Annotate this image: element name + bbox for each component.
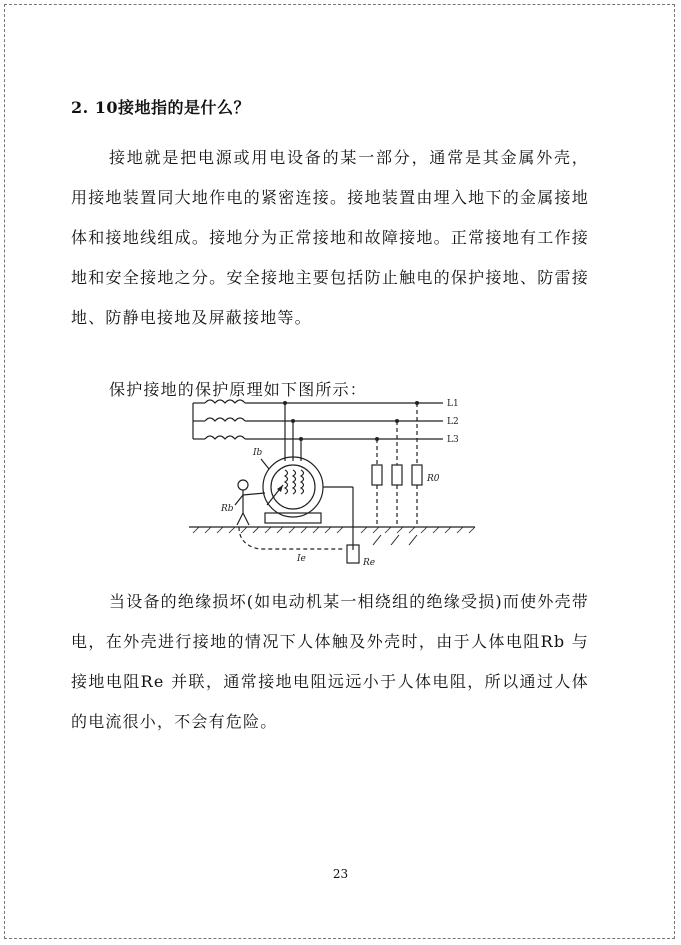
label-r0: R0 <box>427 474 440 484</box>
label-ie: Ie <box>297 554 306 564</box>
page-number: 23 <box>332 867 349 881</box>
label-l3: L3 <box>447 435 459 445</box>
neutral-resistors <box>372 403 422 527</box>
paragraph-protection-explanation: 当设备的绝缘损坏(如电动机某一相绕组的绝缘受损)而使外壳带电，在外壳进行接地的情况下人体触及外壳时，由于人体电阻Rb 与接地电阻Re 并联，通常接地电阻远远小于人体电阻，所以通过人体的电流很小，不会有危险。 <box>71 592 589 731</box>
section-heading: 2. 10接地指的是什么？ <box>71 98 251 117</box>
motor <box>263 457 323 523</box>
person-figure <box>235 480 265 525</box>
label-rb: Rb <box>221 504 234 514</box>
label-re: Re <box>363 558 376 568</box>
label-l2: L2 <box>447 417 459 427</box>
document-page <box>4 4 675 939</box>
protective-grounding-diagram <box>185 395 485 580</box>
label-ib: Ib <box>253 448 263 458</box>
paragraph-figure-intro: 保护接地的保护原理如下图所示： <box>109 380 368 399</box>
transformer-coils <box>193 400 245 439</box>
paragraph-grounding-definition: 接地就是把电源或用电设备的某一部分，通常是其金属外壳，用接地装置同大地作电的紧密连接。接地装置由埋入地下的金属接地体和接地线组成。接地分为正常接地和故障接地。正常接地有工作接地和安全接地之分。安全接地主要包括防止触电的保护接地、防雷接地、防静电接地及屏蔽接地等。 <box>71 148 589 327</box>
label-l1: L1 <box>447 399 459 409</box>
